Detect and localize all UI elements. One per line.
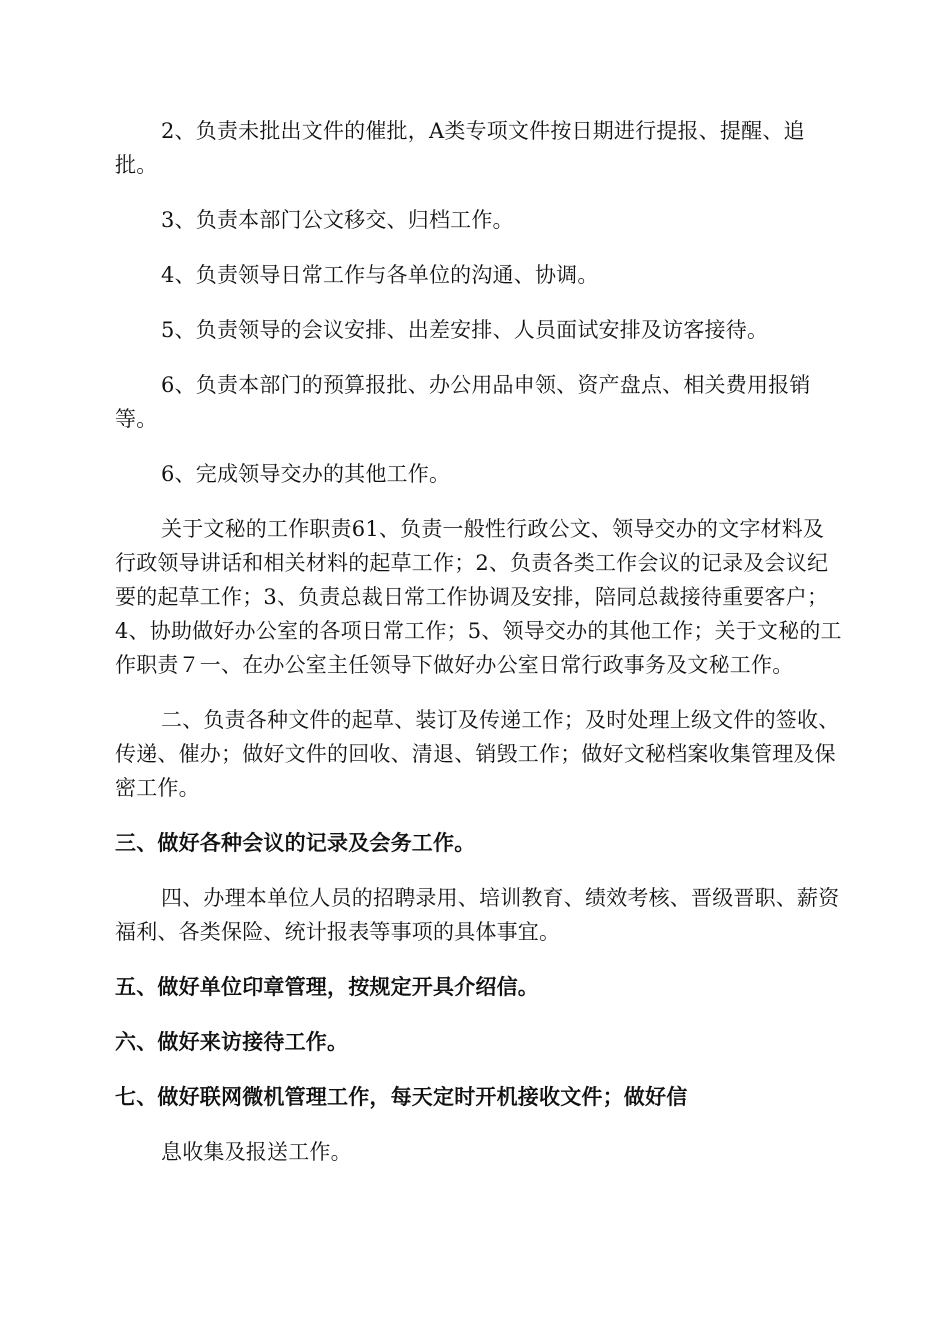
heading-section-seven: 七、做好联网微机管理工作，每天定时开机接收文件；做好信: [115, 1085, 688, 1109]
paragraph-item-5: 5、负责领导的会议安排、出差安排、人员面试安排及访客接待。: [161, 318, 769, 342]
heading-section-five: 五、做好单位印章管理，按规定开具介绍信。: [115, 975, 539, 999]
heading-section-six: 六、做好来访接待工作。: [115, 1030, 349, 1054]
paragraph-item-6-other: 6、完成领导交办的其他工作。: [161, 462, 451, 486]
heading-section-three: 三、做好各种会议的记录及会务工作。: [115, 831, 476, 855]
paragraph-secretary-duties: 关于文秘的工作职责61、负责一般性行政公文、领导交办的文字材料及行政领导讲话和相关材料的起草工作；2、负责各类工作会议的记录及会议纪要的起草工作；3、负责总裁日常工作协调及安排，陪同总裁接待重要客户；4、协助做好办公室的各项日常工作；5、领导交办的其他工作；关于文秘的工作职责７一、在办公室主任领导下做好办公室日常行政事务及文秘工作。: [115, 517, 842, 677]
paragraph-item-2: 2、负责未批出文件的催批，A类专项文件按日期进行提报、提醒、追批。: [115, 119, 805, 177]
paragraph-item-6-budget: 6、负责本部门的预算报批、办公用品申领、资产盘点、相关费用报销等。: [115, 373, 811, 431]
paragraph-section-two: 二、负责各种文件的起草、装订及传递工作；及时处理上级文件的签收、传递、催办；做好文件的回收、清退、销毁工作；做好文秘档案收集管理及保密工作。: [115, 708, 840, 800]
document-body: [115, 114, 845, 1169]
paragraph-item-4: 4、负责领导日常工作与各单位的沟通、协调。: [161, 263, 599, 287]
paragraph-section-four: 四、办理本单位人员的招聘录用、培训教育、绩效考核、晋级晋职、薪资福利、各类保险、统计报表等事项的具体事宜。: [115, 886, 840, 944]
paragraph-section-seven-continued: 息收集及报送工作。: [161, 1140, 352, 1164]
paragraph-item-3: 3、负责本部门公文移交、归档工作。: [161, 208, 514, 232]
